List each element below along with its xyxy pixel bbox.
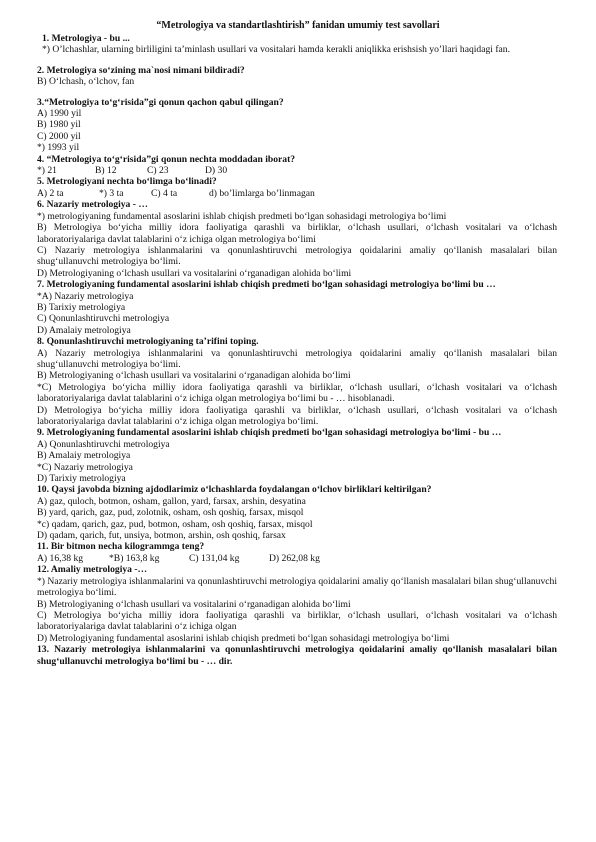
option-9-b: B) Amalaiy metrologiya	[37, 450, 131, 462]
option-11-a: A) 16,38 kg	[37, 552, 84, 564]
option-5-a: A) 2 ta	[37, 187, 64, 199]
option-11-b: *B) 163,8 kg	[109, 552, 160, 564]
option-8-c: *C) Metrologiya bo‘yicha milliy idora faoliyatiga qarashli va birliklar, o‘lchash usullari, o‘lchash vositalari va o‘lchash laboratoriyalariga davlat talablarini o‘z ichiga olgan metrologiya bo‘limi bu - … hisoblanadi.	[37, 381, 557, 405]
question-4: 4. “Metrologiya to‘g‘risida”gi qonun nechta moddadan iborat?	[37, 153, 296, 165]
option-10-b: B) yard, qarich, gaz, pud, zolotnik, osham, osh qoshiq, farsax, misqol	[37, 507, 304, 519]
option-3-a: A) 1990 yil	[37, 108, 82, 120]
question-6: 6. Nazariy metrologiya - …	[37, 199, 148, 211]
question-13: 13. Nazariy metrologiya ishlanmalarini va qonunlashtiruvchi metrologiya qoidalarini amaliy qo‘llanish masalalari bilan shug‘ullanuvchi metrologiya bo‘limi bu - … dir.	[37, 644, 557, 667]
question-9: 9. Metrologiyaning fundamental asoslarini ishlab chiqish predmeti bo‘lgan sohasidagi metrologiya bo‘limi - bu …	[37, 427, 502, 439]
option-5-d: d) bo’limlarga bo’linmagan	[209, 187, 315, 199]
question-2: 2. Metrologiya so‘zining ma`nosi nimani bildiradi?	[37, 64, 245, 76]
option-10-a: A) gaz, quloch, botmon, osham, gallon, yard, farsax, arshin, desyatina	[37, 495, 306, 507]
options-row-5	[37, 188, 557, 199]
option-8-a: A) Nazariy metrologiya ishlanmalarini va qonunlashtiruvchi metrologiya qoidalarini amaliy qo‘llanish masalalari bilan shug‘ullanuvchi metrologiya bo‘limi.	[37, 347, 557, 370]
option-3-b: B) 1980 yil	[37, 119, 81, 131]
option-3-c: C) 2000 yil	[37, 130, 81, 142]
document-title: “Metrologiya va standartlashtirish” fanidan umumiy test savollari	[156, 20, 440, 31]
option-9-c: *C) Nazariy metrologiya	[37, 461, 133, 473]
question-1: 1. Metrologiya - bu ...	[42, 33, 130, 44]
option-3-d: *) 1993 yil	[37, 142, 80, 154]
option-7-d: D) Amalaiy metrologiya	[37, 324, 131, 336]
question-7: 7. Metrologiyaning fundamental asoslarini ishlab chiqish predmeti bo‘lgan sohasidagi metrologiya bo‘limi bu …	[37, 279, 496, 291]
option-7-c: C) Qonunlashtiruvchi metrologiya	[37, 313, 170, 325]
option-6-a: *) metrologiyaning fundamental asoslarini ishlab chiqish predmeti bo‘lgan sohasidagi metrologiya bo‘limi	[37, 210, 447, 222]
option-6-c: C) Nazariy metrologiya ishlanmalarini va qonunlashtiruvchi metrologiya qoidalarini amaliy qo‘llanish masalalari bilan shug‘ullanuvchi metrologiya bo‘limi.	[37, 244, 557, 268]
option-4-d: D) 30	[205, 165, 228, 177]
option-4-c: C) 23	[147, 165, 169, 177]
options-row-4	[37, 165, 557, 176]
option-5-b: *) 3 ta	[99, 187, 124, 199]
answer-2: B) O‘lchash, o‘lchov, fan	[37, 76, 135, 88]
option-8-d: D) Metrologiya bo‘yicha milliy idora faoliyatiga qarashli va birliklar, o‘lchash usullari, o‘lchash vositalari va o‘lchash laboratoriyalariga davlat talablarini o‘z ichiga olgan metrologiya bo‘limi.	[37, 404, 557, 427]
question-10: 10. Qaysi javobda bizning ajdodlarimiz o‘lchashlarda foydalangan o‘lchov birliklari keltirilgan?	[37, 484, 432, 496]
question-11: 11. Bir bitmon necha kilogrammga teng?	[37, 541, 205, 553]
option-5-c: C) 4 ta	[151, 187, 178, 199]
option-7-a: *A) Nazariy metrologiya	[37, 290, 134, 302]
option-12-b: B) Metrologiyaning o‘lchash usullari va vositalarini o‘rganadigan alohida bo‘limi	[37, 598, 351, 610]
option-9-a: A) Qonunlashtiruvchi metrologiya	[37, 438, 170, 450]
option-6-b: B) Metrologiya bo‘yicha milliy idora faoliyatiga qarashli va birliklar, o‘lchash usullari, o‘lchash vositalari va o‘lchash laboratoriyalariga davlat talablarini o‘z ichiga olgan metrologiya bo‘limi	[37, 222, 557, 245]
question-3: 3.“Metrologiya to‘g‘risida”gi qonun qachon qabul qilingan?	[37, 96, 284, 108]
question-5: 5. Metrologiyani nechta bo‘limga bo‘linadi?	[37, 176, 217, 188]
options-row-11	[37, 553, 557, 564]
option-10-d: D) qadam, qarich, fut, unsiya, botmon, arshin, osh qoshiq, farsax	[37, 530, 286, 542]
question-12: 12. Amaliy metrologiya -…	[37, 564, 148, 576]
option-6-d: D) Metrologiyaning o‘lchash usullari va vositalarini o‘rganadigan alohida bo‘limi	[37, 267, 352, 279]
option-7-b: B) Tarixiy metrologiya	[37, 301, 126, 313]
option-12-d: D) Metrologiyaning fundamental asoslarini ishlab chiqish predmeti bo‘lgan sohasidagi metrologiya bo‘limi	[37, 632, 450, 644]
option-11-d: D) 262,08 kg	[269, 552, 320, 564]
option-9-d: D) Tarixiy metrologiya	[37, 473, 126, 485]
document-body	[37, 33, 557, 667]
question-8: 8. Qonunlashtiruvchi metrologiyaning ta’rifini toping.	[37, 336, 259, 348]
option-11-c: C) 131,04 kg	[189, 552, 240, 564]
answer-1: *) O’lchashlar, ularning birliligini ta’minlash usullari va vositalari hamda kerakli aniqlikka erishsish yo’llari haqidagi fan.	[42, 44, 510, 56]
option-8-b: B) Metrologiyaning o‘lchash usullari va vositalarini o‘rganadigan alohida bo‘limi	[37, 370, 351, 382]
option-4-b: B) 12	[95, 165, 117, 177]
option-4-a: *) 21	[37, 165, 57, 177]
option-12-a: *) Nazariy metrologiya ishlanmalarini va qonunlashtiruvchi metrologiya qoidalarini amaliy qo‘llanish masalalari bilan shug‘ullanuvchi metrologiya bo‘limi.	[37, 575, 557, 599]
option-10-c: *c) qadam, qarich, gaz, pud, botmon, osham, osh qoshiq, farsax, misqol	[37, 518, 313, 530]
option-12-c: C) Metrologiya bo‘yicha milliy idora faoliyatiga qarashli va birliklar, o‘lchash usullari, o‘lchash vositalari va o‘lchash laboratoriyalariga davlat talablarini o‘z ichiga olgan	[37, 609, 557, 633]
